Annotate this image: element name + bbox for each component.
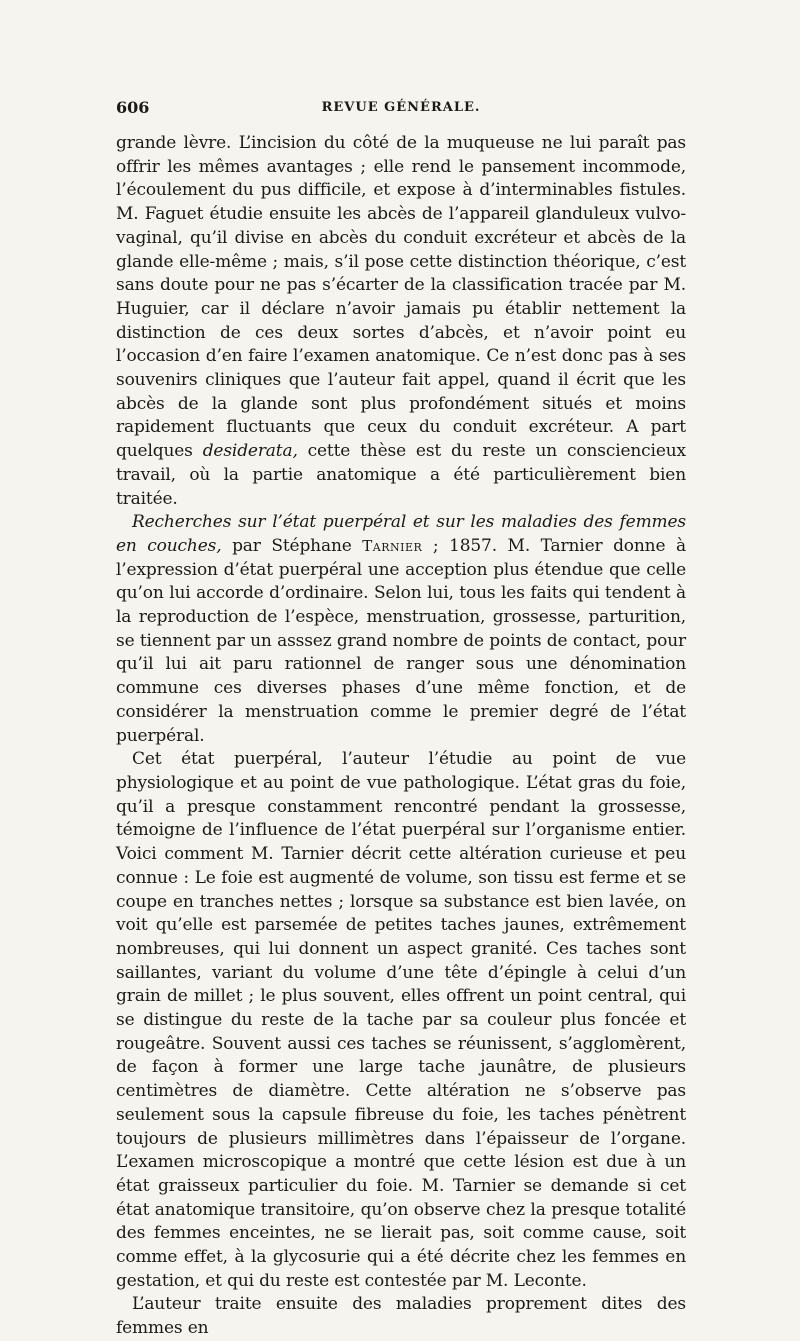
running-head: REVUE GÉNÉRALE.	[321, 100, 481, 115]
emphasis-desiderata: desiderata,	[202, 441, 298, 462]
paragraph-text: grande lèvre. L’incision du côté de la muqueuse ne lui paraît pas offrir les mêmes avantages ; elle rend le pansement incommode, l’écoulement du pus difficile, et expose à d’interminables fistules. M. Faguet étudie ensuite les abcès de l’appareil glanduleux vulvo-vaginal, qu’il divise en abcès du conduit excréteur et abcès de la glande elle-même ; mais, s’il pose cette distinction théorique, c’est sans doute pour ne pas s’écarter de la classification tracée par M. Huguier, car il déclare n’avoir jamais pu établir nettement la distinction de ces deux sortes d’abcès, et n’avoir point eu l’occasion d’en faire l’examen anatomique. Ce n’est donc pas à ses souvenirs cliniques que l’auteur fait appel, quand il écrit que les abcès de la glande sont plus profondément situés et moins rapidement fluctuants que ceux du conduit excréteur. A part quelques	[116, 133, 686, 462]
work-title: Recherches sur l’état puerpéral et sur les maladies des femmes en couches,	[116, 512, 686, 556]
paragraph-continuation	[116, 1293, 686, 1340]
paragraph-text: ; 1857. M. Tarnier donne à l’expression d’état puerpéral une acception plus étendue que celle qu’on lui accorde d’ordinaire. Selon lui, tous les faits qui tendent à la reproduction de l’espèce, menstruation, grossesse, parturition, se tiennent par un asssez grand nombre de points de contact, pour qu’il lui ait paru rationnel de ranger sous une dénomination commune ces diverses phases d’une même fonction, et de considérer la menstruation comme le premier degré de l’état puerpéral.	[116, 535, 686, 746]
page-number: 606	[116, 98, 150, 117]
body-text	[116, 132, 686, 1341]
paragraph-text: L’auteur traite ensuite des maladies proprement dites des femmes en	[116, 1294, 686, 1339]
author-name: Tarnier	[362, 536, 423, 555]
paragraph-fatty-liver	[116, 748, 686, 1293]
paragraph-text-tail: cette thèse est du reste un consciencieux travail, où la partie anatomique a été particulièrement bien traitée.	[116, 441, 686, 509]
paragraph-byline: par Stéphane	[221, 535, 363, 556]
paragraph-text: Cet état puerpéral, l’auteur l’étudie au point de vue physiologique et au point de vue pathologique. L’état gras du foie, qu’il a presque constamment rencontré pendant la grossesse, témoigne de l’influence de l’état puerpéral sur l’organisme entier. Voici comment M. Tarnier décrit cette altération curieuse et peu connue : Le foie est augmenté de volume, son tissu est ferme et se coupe en tranches nettes ; lorsque sa substance est bien lavée, on voit qu’elle est parsemée de petites taches jaunes, extrêmement nombreuses, qui lui donnent un aspect granité. Ces taches sont saillantes, variant du volume d’une tête d’épingle à celui d’un grain de millet ; le plus souvent, elles offrent un point central, qui se distingue du reste de la tache par sa couleur plus foncée et rougeâtre. Souvent aussi ces taches se réunissent, s’agglomèrent, de façon à former une large tache jaunâtre, de plusieurs centimètres de diamètre. Cette altération ne s’observe pas seulement sous la capsule fibreuse du foie, les taches pénètrent toujours de plusieurs millimètres dans l’épaisseur de l’organe. L’examen microscopique a montré que cette lésion est due à un état graisseux particulier du foie. M. Tarnier se demande si cet état anatomique transitoire, qu’on observe chez la presque totalité des femmes enceintes, ne se lierait pas, soit comme cause, soit comme effet, à la glycosurie qui a été décrite chez les femmes en gestation, et qui du reste est contestée par M. Leconte.	[116, 749, 686, 1291]
book-page	[116, 98, 686, 1341]
page-header	[116, 98, 686, 122]
paragraph-tarnier-review	[116, 511, 686, 748]
paragraph-faguet-thesis	[116, 132, 686, 511]
